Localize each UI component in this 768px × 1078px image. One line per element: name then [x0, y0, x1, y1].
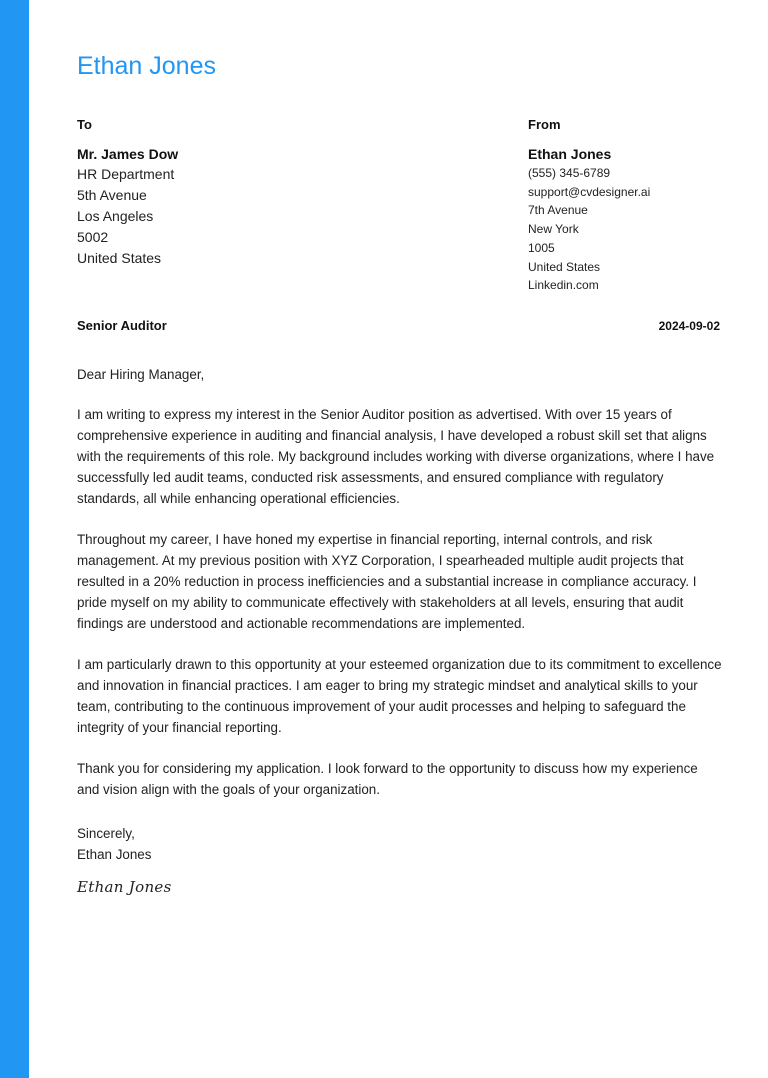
applicant-name-heading: Ethan Jones — [77, 52, 216, 80]
recipient-postal-code: 5002 — [77, 229, 109, 245]
sender-linkedin: Linkedin.com — [528, 278, 599, 293]
accent-sidebar-bar — [0, 0, 29, 1078]
sender-name: Ethan Jones — [528, 146, 612, 162]
sender-country: United States — [528, 259, 601, 274]
letter-paragraph: I am writing to express my interest in the Senior Auditor position as advertised. With over 15 years of comprehensive experience in auditing and financial analysis, I have developed a robust skill set that aligns with the requirements of this role. My background includes working with diverse organizations, where I have successfully led audit teams, conducted risk assessments, and ensured compliance with regulatory standards, all while enhancing operational efficiencies. — [77, 406, 715, 506]
to-label: To — [77, 117, 92, 132]
letter-body — [77, 365, 722, 821]
letter-closing — [77, 823, 151, 865]
sender-city: New York — [528, 222, 579, 237]
from-label: From — [528, 117, 561, 132]
handwritten-signature: Ethan Jones — [77, 878, 172, 896]
recipient-department: HR Department — [77, 166, 175, 182]
sender-postal-code: 1005 — [528, 240, 555, 255]
letter-date: 2024-09-02 — [658, 319, 720, 333]
letter-subject: Senior Auditor — [77, 318, 167, 333]
letter-paragraph: I am particularly drawn to this opportunity at your esteemed organization due to its commitment to excellence and innovation in financial practices. I am eager to bring my strategic mindset and analytical skills to your team, contributing to the continuous improvement of your audit processes and helping to safeguard the integrity of your financial reporting. — [77, 656, 722, 735]
sender-street: 7th Avenue — [528, 203, 588, 218]
sender-block — [528, 144, 722, 295]
sender-phone: (555) 345-6789 — [528, 166, 611, 180]
recipient-country: United States — [77, 250, 162, 266]
letter-paragraph: Thank you for considering my application. I look forward to the opportunity to discuss how my experience and vision align with the goals of your organization. — [77, 761, 698, 797]
closing-salutation: Sincerely, — [77, 826, 135, 841]
recipient-name: Mr. James Dow — [77, 146, 179, 162]
letter-greeting: Dear Hiring Manager, — [77, 367, 205, 382]
recipient-city: Los Angeles — [77, 208, 154, 224]
sender-email: support@cvdesigner.ai — [528, 184, 651, 199]
letter-paragraph: Throughout my career, I have honed my expertise in financial reporting, internal controls, and risk management. At my previous position with XYZ Corporation, I spearheaded multiple audit projects that resulted in a 20% reduction in process inefficiencies and a substantial increase in compliance accuracy. I pride myself on my ability to communicate effectively with stakeholders at all levels, ensuring that audit findings are understood and actionable recommendations are implemented. — [77, 531, 697, 631]
recipient-street: 5th Avenue — [77, 187, 147, 203]
cover-letter-page — [77, 0, 722, 1078]
recipient-block — [77, 144, 377, 269]
closing-name: Ethan Jones — [77, 847, 152, 862]
